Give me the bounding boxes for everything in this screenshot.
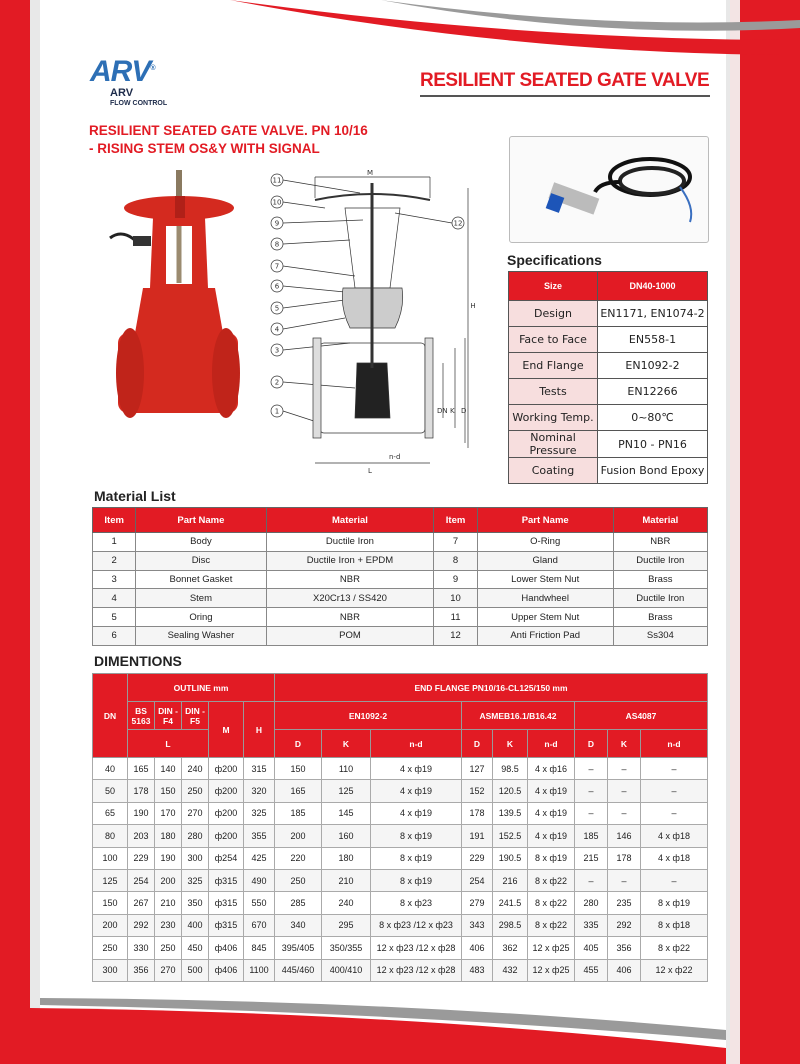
dimension-cell: 146 (608, 825, 641, 847)
spec-row (509, 458, 708, 484)
dimension-cell: 455 (575, 959, 608, 981)
dimension-row (93, 802, 708, 824)
dimension-cell: – (608, 869, 641, 891)
dimension-cell: 280 (182, 825, 209, 847)
dimension-cell: 250 (155, 937, 182, 959)
dimension-cell: 165 (128, 758, 155, 780)
dimension-cell: 298.5 (493, 914, 528, 936)
dimension-cell: 395/405 (275, 937, 322, 959)
material-cell: X20Cr13 / SS420 (266, 589, 434, 608)
dimension-cell: 150 (155, 780, 182, 802)
dimension-cell: 165 (275, 780, 322, 802)
material-cell: Handwheel (477, 589, 613, 608)
dimension-cell: 170 (155, 802, 182, 824)
material-cell: Ss304 (613, 626, 707, 645)
dimension-cell: 432 (493, 959, 528, 981)
dimension-cell: 139.5 (493, 802, 528, 824)
callout-12 (452, 217, 464, 229)
dimension-cell: ф200 (209, 780, 244, 802)
dimension-cell: 292 (128, 914, 155, 936)
spec-label: Nominal Pressure (509, 431, 598, 458)
page-title: RESILIENT SEATED GATE VALVE (420, 70, 710, 91)
dimension-row (93, 780, 708, 802)
svg-text:D: D (461, 407, 467, 415)
spec-value: PN10 - PN16 (598, 431, 708, 458)
spec-row (509, 379, 708, 405)
dimension-cell: 335 (575, 914, 608, 936)
dimension-row (93, 892, 708, 914)
callout-4 (271, 323, 283, 335)
dimension-cell: ф406 (209, 959, 244, 981)
dimension-cell: 190 (128, 802, 155, 824)
spec-label: Face to Face (509, 327, 598, 353)
dimension-cell: – (575, 758, 608, 780)
material-cell: Brass (613, 570, 707, 589)
dimension-cell: 50 (93, 780, 128, 802)
dimension-row (93, 959, 708, 981)
dimension-cell: 270 (182, 802, 209, 824)
dimension-cell: ф315 (209, 914, 244, 936)
dimension-cell: 178 (608, 847, 641, 869)
svg-text:2: 2 (274, 378, 280, 387)
dimension-cell: 65 (93, 802, 128, 824)
dimension-cell: 445/460 (275, 959, 322, 981)
material-cell: 5 (93, 608, 136, 627)
material-header-cell: Part Name (477, 508, 613, 533)
svg-text:L: L (368, 467, 372, 475)
dimension-cell: 250 (93, 937, 128, 959)
material-cell: 9 (434, 570, 477, 589)
material-list-title: Material List (94, 488, 176, 504)
dimensions-table: DN OUTLINE mm END FLANGE PN10/16-CL125/150 mm BS 5163 DIN -F4 DIN -F5 M H EN1092-2 ASMEB16.1/B16.42 AS4087 L D K n-d D K n-d D K n-d 40 165 140 240 ф200 315 150 110 4 x ф19 127 98.5 4 x ф16 – – – 50 178 150 250 ф200 320 165 125 4 x ф19 152 120.5 4 x ф19 – – – 65 190 170 270 ф200 325 185 145 4 x ф19 178 139.5 4 x ф19 – – – 80 203 180 280 ф200 355 200 160 8 x ф19 191 152.5 4 x ф19 185 146 4 x ф18 100 229 190 300 ф254 425 220 180 8 x ф19 229 190.5 8 x ф19 215 178 4 x ф18 125 254 200 325 ф315 490 250 210 8 x ф19 254 216 8 x ф22 – – – 150 267 210 350 ф315 550 285 240 8 x ф23 279 241.5 8 x ф22 280 235 8 x ф19 200 292 230 400 ф315 670 340 295 8 x ф23 /12 x ф23 343 298.5 8 x ф22 335 292 8 x ф18 250 330 250 450 ф406 845 395/405 350/355 12 x ф23 /12 x ф28 406 362 12 x ф25 405 356 8 x ф22 300 356 270 500 ф406 1100 445/460 400/410 12 x ф23 /12 x ф28 483 432 12 x ф25 455 406 12 x ф22 (92, 673, 708, 982)
material-cell: Ductile Iron (613, 589, 707, 608)
dimension-cell: – (608, 802, 641, 824)
spec-row (509, 301, 708, 327)
left-red-band (0, 0, 30, 1064)
dimension-cell: 210 (322, 869, 371, 891)
callout-6 (271, 280, 283, 292)
dimension-cell: – (575, 802, 608, 824)
material-cell: 3 (93, 570, 136, 589)
dimension-cell: ф254 (209, 847, 244, 869)
material-cell: Anti Friction Pad (477, 626, 613, 645)
dimension-cell: 190.5 (493, 847, 528, 869)
dimension-cell: 12 x ф23 /12 x ф28 (371, 959, 462, 981)
valve-section-diagram (265, 168, 490, 478)
material-cell: Body (136, 533, 266, 552)
dimension-cell: – (641, 780, 708, 802)
dimension-cell: 8 x ф19 (371, 825, 462, 847)
dimension-cell: 152 (462, 780, 493, 802)
dimension-row (93, 937, 708, 959)
dimension-cell: 125 (322, 780, 371, 802)
dimension-cell: – (608, 758, 641, 780)
dimension-cell: 8 x ф19 (371, 869, 462, 891)
material-cell: 11 (434, 608, 477, 627)
signal-sensor-photo (509, 136, 709, 243)
dimension-cell: 180 (155, 825, 182, 847)
material-row (93, 533, 708, 552)
material-cell: 1 (93, 533, 136, 552)
spec-label: Coating (509, 458, 598, 484)
dimension-cell: 8 x ф22 (641, 937, 708, 959)
dimension-cell: 250 (182, 780, 209, 802)
dimension-cell: – (641, 869, 708, 891)
dimension-cell: 216 (493, 869, 528, 891)
dimension-cell: 200 (93, 914, 128, 936)
svg-text:5: 5 (274, 304, 280, 313)
dimension-cell: 8 x ф19 (528, 847, 575, 869)
dimension-cell: 210 (155, 892, 182, 914)
material-cell: Ductile Iron (266, 533, 434, 552)
dimension-cell: 12 x ф25 (528, 959, 575, 981)
dimension-cell: 145 (322, 802, 371, 824)
material-cell: Gland (477, 551, 613, 570)
spec-label: Design (509, 301, 598, 327)
dimension-cell: 254 (128, 869, 155, 891)
dimension-cell: 320 (244, 780, 275, 802)
spec-value: Fusion Bond Epoxy (598, 458, 708, 484)
dimension-cell: 267 (128, 892, 155, 914)
material-header-cell: Material (613, 508, 707, 533)
material-cell: Stem (136, 589, 266, 608)
dimension-cell: 550 (244, 892, 275, 914)
dimension-cell: 100 (93, 847, 128, 869)
dimension-cell: 230 (155, 914, 182, 936)
svg-text:11: 11 (272, 176, 282, 185)
dimension-cell: 229 (462, 847, 493, 869)
dimension-cell: 178 (462, 802, 493, 824)
dimension-cell: 4 x ф19 (528, 780, 575, 802)
svg-text:10: 10 (272, 198, 282, 207)
dimension-row (93, 847, 708, 869)
dimension-cell: 200 (155, 869, 182, 891)
dimension-cell: 8 x ф19 (371, 847, 462, 869)
dimension-cell: – (608, 780, 641, 802)
spec-header-row: Size DN40-1000 (509, 272, 708, 301)
product-subtitle: RESILIENT SEATED GATE VALVE. PN 10/16 - RISING STEM OS&Y WITH SIGNAL (89, 123, 368, 156)
dimension-cell: 1100 (244, 959, 275, 981)
material-cell: 4 (93, 589, 136, 608)
dimension-cell: 12 x ф25 (528, 937, 575, 959)
svg-text:H: H (470, 302, 476, 310)
dimension-cell: 406 (462, 937, 493, 959)
material-cell: 12 (434, 626, 477, 645)
valve-photo (108, 168, 248, 468)
svg-text:DN: DN (437, 407, 448, 415)
dimension-cell: 4 x ф18 (641, 847, 708, 869)
dimension-cell: 110 (322, 758, 371, 780)
material-cell: 7 (434, 533, 477, 552)
dimension-cell: 845 (244, 937, 275, 959)
dimension-cell: 152.5 (493, 825, 528, 847)
callout-7 (271, 260, 283, 272)
material-cell: 10 (434, 589, 477, 608)
material-header-cell: Item (434, 508, 477, 533)
dimension-cell: 235 (608, 892, 641, 914)
dimension-cell: 325 (244, 802, 275, 824)
spec-value: EN1171, EN1074-2 (598, 301, 708, 327)
material-cell: NBR (613, 533, 707, 552)
svg-text:1: 1 (274, 407, 280, 416)
dimension-cell: 125 (93, 869, 128, 891)
spec-label: Tests (509, 379, 598, 405)
spec-label: End Flange (509, 353, 598, 379)
material-row (93, 551, 708, 570)
callout-9 (271, 217, 283, 229)
material-cell: Disc (136, 551, 266, 570)
material-row (93, 608, 708, 627)
dimension-cell: 240 (322, 892, 371, 914)
dimension-cell: 285 (275, 892, 322, 914)
dimension-cell: 8 x ф22 (528, 892, 575, 914)
specifications-title: Specifications (507, 252, 602, 268)
dimension-cell: 203 (128, 825, 155, 847)
dimension-cell: 350 (182, 892, 209, 914)
spec-row (509, 353, 708, 379)
dimension-cell: 220 (275, 847, 322, 869)
dimension-cell: 250 (275, 869, 322, 891)
dimension-cell: 200 (275, 825, 322, 847)
dimension-row (93, 758, 708, 780)
dimension-cell: 350/355 (322, 937, 371, 959)
dimension-cell: 127 (462, 758, 493, 780)
svg-text:7: 7 (274, 262, 280, 271)
material-cell: POM (266, 626, 434, 645)
dimension-cell: 300 (93, 959, 128, 981)
material-row (93, 570, 708, 589)
dimension-row (93, 869, 708, 891)
dimension-cell: 340 (275, 914, 322, 936)
dimension-cell: 500 (182, 959, 209, 981)
dimension-cell: 4 x ф19 (528, 802, 575, 824)
dimension-cell: 300 (182, 847, 209, 869)
material-cell: Oring (136, 608, 266, 627)
svg-text:6: 6 (274, 282, 280, 291)
dimension-cell: – (575, 869, 608, 891)
dimension-cell: 8 x ф22 (528, 869, 575, 891)
dimension-cell: 400 (182, 914, 209, 936)
dimension-cell: 120.5 (493, 780, 528, 802)
dimension-cell: 425 (244, 847, 275, 869)
dimension-cell: 80 (93, 825, 128, 847)
dimension-cell: 406 (608, 959, 641, 981)
dimension-cell: – (641, 802, 708, 824)
dimension-cell: 356 (608, 937, 641, 959)
dimension-cell: 343 (462, 914, 493, 936)
dimension-cell: 12 x ф22 (641, 959, 708, 981)
dimension-cell: 4 x ф18 (641, 825, 708, 847)
dimension-cell: 240 (182, 758, 209, 780)
dimension-cell: 315 (244, 758, 275, 780)
spec-value: 0~80℃ (598, 405, 708, 431)
material-header-cell: Part Name (136, 508, 266, 533)
dimension-cell: 8 x ф18 (641, 914, 708, 936)
dimension-cell: 295 (322, 914, 371, 936)
callout-8 (271, 238, 283, 250)
svg-text:8: 8 (274, 240, 280, 249)
svg-text:9: 9 (274, 219, 280, 228)
material-header-row (93, 508, 708, 533)
dimension-cell: – (641, 758, 708, 780)
dimension-cell: 254 (462, 869, 493, 891)
dimension-row (93, 914, 708, 936)
svg-text:4: 4 (274, 325, 280, 334)
dimension-cell: 450 (182, 937, 209, 959)
callout-10 (271, 196, 283, 208)
dimension-cell: 270 (155, 959, 182, 981)
specifications-table (508, 271, 708, 484)
material-cell: NBR (266, 608, 434, 627)
dimension-cell: 356 (128, 959, 155, 981)
dimension-cell: 150 (275, 758, 322, 780)
dimension-cell: ф315 (209, 869, 244, 891)
dimension-cell: 362 (493, 937, 528, 959)
dimension-cell: 405 (575, 937, 608, 959)
dimension-cell: 8 x ф23 (371, 892, 462, 914)
material-header-cell: Item (93, 508, 136, 533)
svg-text:n-d: n-d (389, 453, 401, 461)
callout-1 (271, 405, 283, 417)
dimension-cell: 98.5 (493, 758, 528, 780)
dimension-cell: 4 x ф19 (528, 825, 575, 847)
dimension-cell: 191 (462, 825, 493, 847)
dimension-cell: 185 (575, 825, 608, 847)
dimension-cell: ф406 (209, 937, 244, 959)
material-cell: Brass (613, 608, 707, 627)
dimension-cell: 40 (93, 758, 128, 780)
dimension-cell: 280 (575, 892, 608, 914)
material-cell: Upper Stem Nut (477, 608, 613, 627)
dimension-cell: 279 (462, 892, 493, 914)
dimension-cell: 8 x ф22 (528, 914, 575, 936)
spec-row (509, 405, 708, 431)
dimension-cell: 185 (275, 802, 322, 824)
svg-text:3: 3 (274, 346, 280, 355)
material-cell: Sealing Washer (136, 626, 266, 645)
title-underline (420, 95, 710, 97)
svg-text:12: 12 (453, 219, 463, 228)
dimension-cell: ф200 (209, 802, 244, 824)
material-cell: Lower Stem Nut (477, 570, 613, 589)
callout-2 (271, 376, 283, 388)
right-red-band (730, 0, 800, 1064)
material-row (93, 589, 708, 608)
dimension-cell: 355 (244, 825, 275, 847)
spec-value: EN1092-2 (598, 353, 708, 379)
dimension-cell: 150 (93, 892, 128, 914)
material-cell: NBR (266, 570, 434, 589)
svg-text:K: K (450, 407, 455, 415)
spec-value: EN558-1 (598, 327, 708, 353)
dimension-cell: ф200 (209, 758, 244, 780)
dimension-cell: 160 (322, 825, 371, 847)
dimension-cell: 325 (182, 869, 209, 891)
material-cell: 8 (434, 551, 477, 570)
material-header-cell: Material (266, 508, 434, 533)
dimension-cell: ф315 (209, 892, 244, 914)
arv-logo: ARV® ARV FLOW CONTROL (90, 55, 168, 107)
callout-11 (271, 174, 283, 186)
dimension-cell: 8 x ф23 /12 x ф23 (371, 914, 462, 936)
material-cell: Bonnet Gasket (136, 570, 266, 589)
svg-text:M: M (366, 169, 374, 177)
material-cell: Ductile Iron (613, 551, 707, 570)
dimension-cell: ф200 (209, 825, 244, 847)
dimension-cell: – (575, 780, 608, 802)
dimension-cell: 4 x ф19 (371, 758, 462, 780)
material-cell: O-Ring (477, 533, 613, 552)
material-cell: 2 (93, 551, 136, 570)
dimension-cell: 4 x ф16 (528, 758, 575, 780)
dimensions-title: DIMENTIONS (94, 653, 182, 669)
dimension-cell: 670 (244, 914, 275, 936)
callout-5 (271, 302, 283, 314)
dimension-cell: 8 x ф19 (641, 892, 708, 914)
callout-3 (271, 344, 283, 356)
spec-label: Working Temp. (509, 405, 598, 431)
dimension-cell: 292 (608, 914, 641, 936)
dimension-cell: 178 (128, 780, 155, 802)
spec-value: EN12266 (598, 379, 708, 405)
spec-row (509, 327, 708, 353)
dimension-cell: 241.5 (493, 892, 528, 914)
dimension-cell: 400/410 (322, 959, 371, 981)
dimension-row (93, 825, 708, 847)
dimension-cell: 490 (244, 869, 275, 891)
material-cell: Ductile Iron + EPDM (266, 551, 434, 570)
dimension-cell: 330 (128, 937, 155, 959)
dimension-cell: 180 (322, 847, 371, 869)
dimension-cell: 215 (575, 847, 608, 869)
dimension-cell: 4 x ф19 (371, 802, 462, 824)
dimension-cell: 12 x ф23 /12 x ф28 (371, 937, 462, 959)
dimension-cell: 483 (462, 959, 493, 981)
dimension-cell: 190 (155, 847, 182, 869)
dimension-cell: 229 (128, 847, 155, 869)
material-cell: 6 (93, 626, 136, 645)
material-row (93, 626, 708, 645)
dimension-cell: 140 (155, 758, 182, 780)
dimension-cell: 4 x ф19 (371, 780, 462, 802)
material-list-table (92, 507, 708, 646)
spec-row (509, 431, 708, 458)
